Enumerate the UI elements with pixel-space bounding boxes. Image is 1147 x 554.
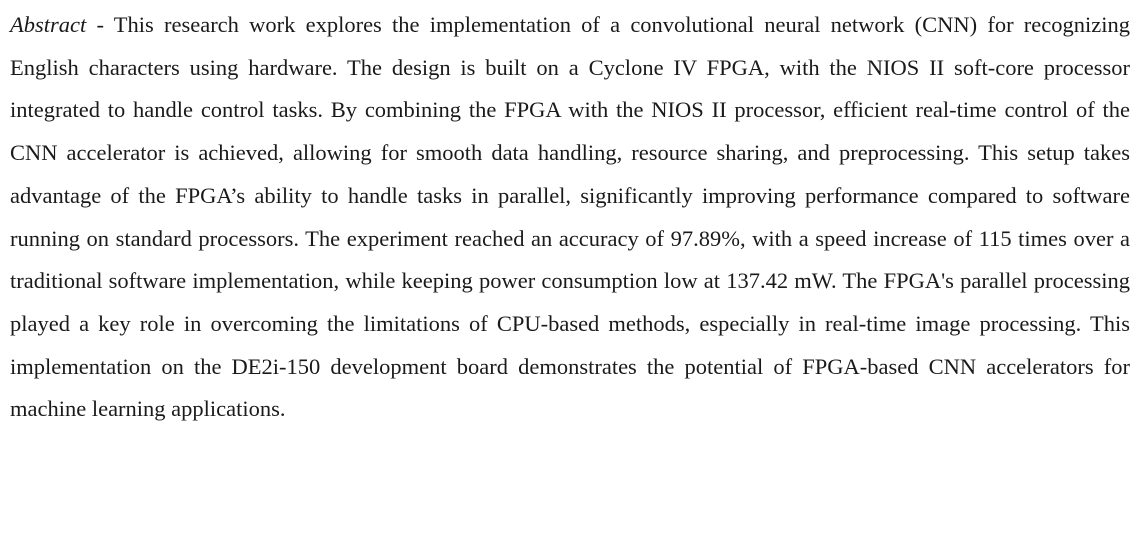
abstract-label: Abstract bbox=[10, 12, 87, 37]
abstract-paragraph bbox=[10, 4, 1130, 431]
abstract-body: This research work explores the implementation of a convolutional neural network (CNN) for recognizing English characters using hardware. The design is built on a Cyclone IV FPGA, with the NIOS II soft-core processor integrated to handle control tasks. By combining the FPGA with the NIOS II processor, efficient real-time control of the CNN accelerator is achieved, allowing for smooth data handling, resource sharing, and preprocessing. This setup takes advantage of the FPGA’s ability to handle tasks in parallel, significantly improving performance compared to software running on standard processors. The experiment reached an accuracy of 97.89%, with a speed increase of 115 times over a traditional software implementation, while keeping power consumption low at 137.42 mW. The FPGA's parallel processing played a key role in overcoming the limitations of CPU-based methods, especially in real-time image processing. This implementation on the DE2i-150 development board demonstrates the potential of FPGA-based CNN accelerators for machine learning applications. bbox=[10, 12, 1130, 422]
abstract-separator: - bbox=[86, 12, 114, 37]
